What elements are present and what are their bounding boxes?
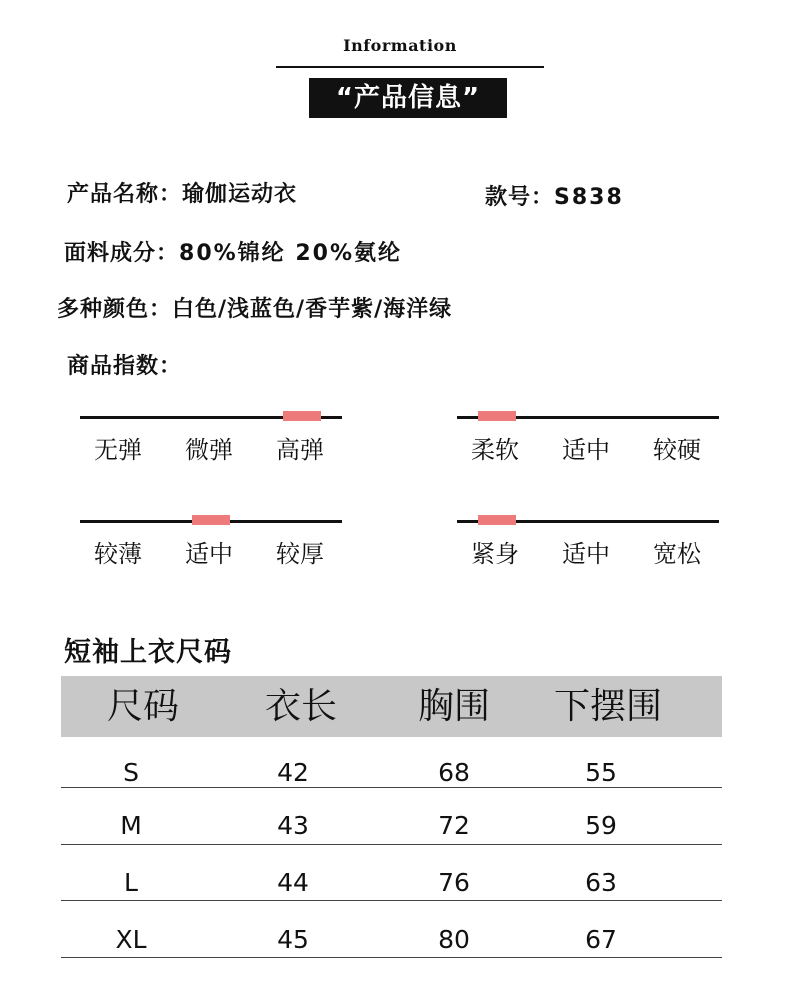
cell-size: S (123, 758, 139, 787)
softness-scale-marker (478, 411, 516, 421)
elasticity-scale-label: 无弹 (94, 436, 142, 464)
fit-scale-label: 宽松 (653, 540, 701, 568)
cell-length: 42 (277, 758, 309, 787)
size-table-title: 短袖上衣尺码 (64, 637, 232, 668)
softness-scale-label: 较硬 (653, 436, 701, 464)
product-name-line (67, 177, 297, 208)
header-size: 尺码 (106, 686, 179, 727)
softness-scale-label: 适中 (562, 436, 610, 464)
elasticity-scale-label: 微弹 (185, 436, 233, 464)
row-divider (61, 900, 722, 901)
colors-label: 多种颜色： (57, 297, 173, 322)
cell-size: XL (115, 925, 147, 954)
cell-chest: 72 (438, 811, 470, 840)
elasticity-scale-marker (283, 411, 321, 421)
cell-hem: 67 (585, 925, 617, 954)
elasticity-scale-label: 高弹 (276, 436, 324, 464)
cell-length: 44 (277, 868, 309, 897)
product-name-value: 瑜伽运动衣 (182, 182, 298, 207)
softness-scale-label: 柔软 (471, 436, 519, 464)
cell-chest: 80 (438, 925, 470, 954)
cell-size: L (124, 868, 138, 897)
row-divider (61, 844, 722, 845)
fabric-line (64, 236, 402, 267)
cell-hem: 59 (585, 811, 617, 840)
section-label: Information (343, 36, 457, 55)
style-number-label: 款号： (485, 185, 555, 210)
colors-line (57, 292, 452, 323)
fabric-label: 面料成分： (64, 241, 180, 266)
thickness-scale-label: 较厚 (276, 540, 324, 568)
fit-scale-label: 适中 (562, 540, 610, 568)
table-row (61, 907, 722, 963)
cell-length: 45 (277, 925, 309, 954)
cell-chest: 68 (438, 758, 470, 787)
table-row (61, 850, 722, 906)
thickness-scale-marker (192, 515, 230, 525)
fit-scale-label: 紧身 (471, 540, 519, 568)
cell-size: M (120, 811, 142, 840)
colors-value: 白色/浅蓝色/香芋紫/海洋绿 (172, 297, 453, 322)
fit-scale-marker (478, 515, 516, 525)
cell-hem: 55 (585, 758, 617, 787)
cell-hem: 63 (585, 868, 617, 897)
style-number-value: S838 (554, 185, 624, 210)
index-heading: 商品指数： (67, 354, 183, 379)
cell-length: 43 (277, 811, 309, 840)
cell-chest: 76 (438, 868, 470, 897)
table-row (61, 793, 722, 849)
thickness-scale-label: 较薄 (94, 540, 142, 568)
style-number-line (485, 180, 624, 211)
header-length: 衣长 (264, 686, 337, 727)
page-title: “产品信息” (309, 78, 507, 118)
size-table-header (61, 676, 722, 737)
section-divider (276, 66, 544, 68)
product-name-label: 产品名称： (67, 182, 183, 207)
header-chest: 胸围 (417, 686, 490, 727)
header-hem: 下摆围 (553, 686, 662, 727)
fabric-value: 80%锦纶 20%氨纶 (179, 241, 402, 266)
row-divider (61, 787, 722, 788)
row-divider (61, 957, 722, 958)
thickness-scale-label: 适中 (185, 540, 233, 568)
